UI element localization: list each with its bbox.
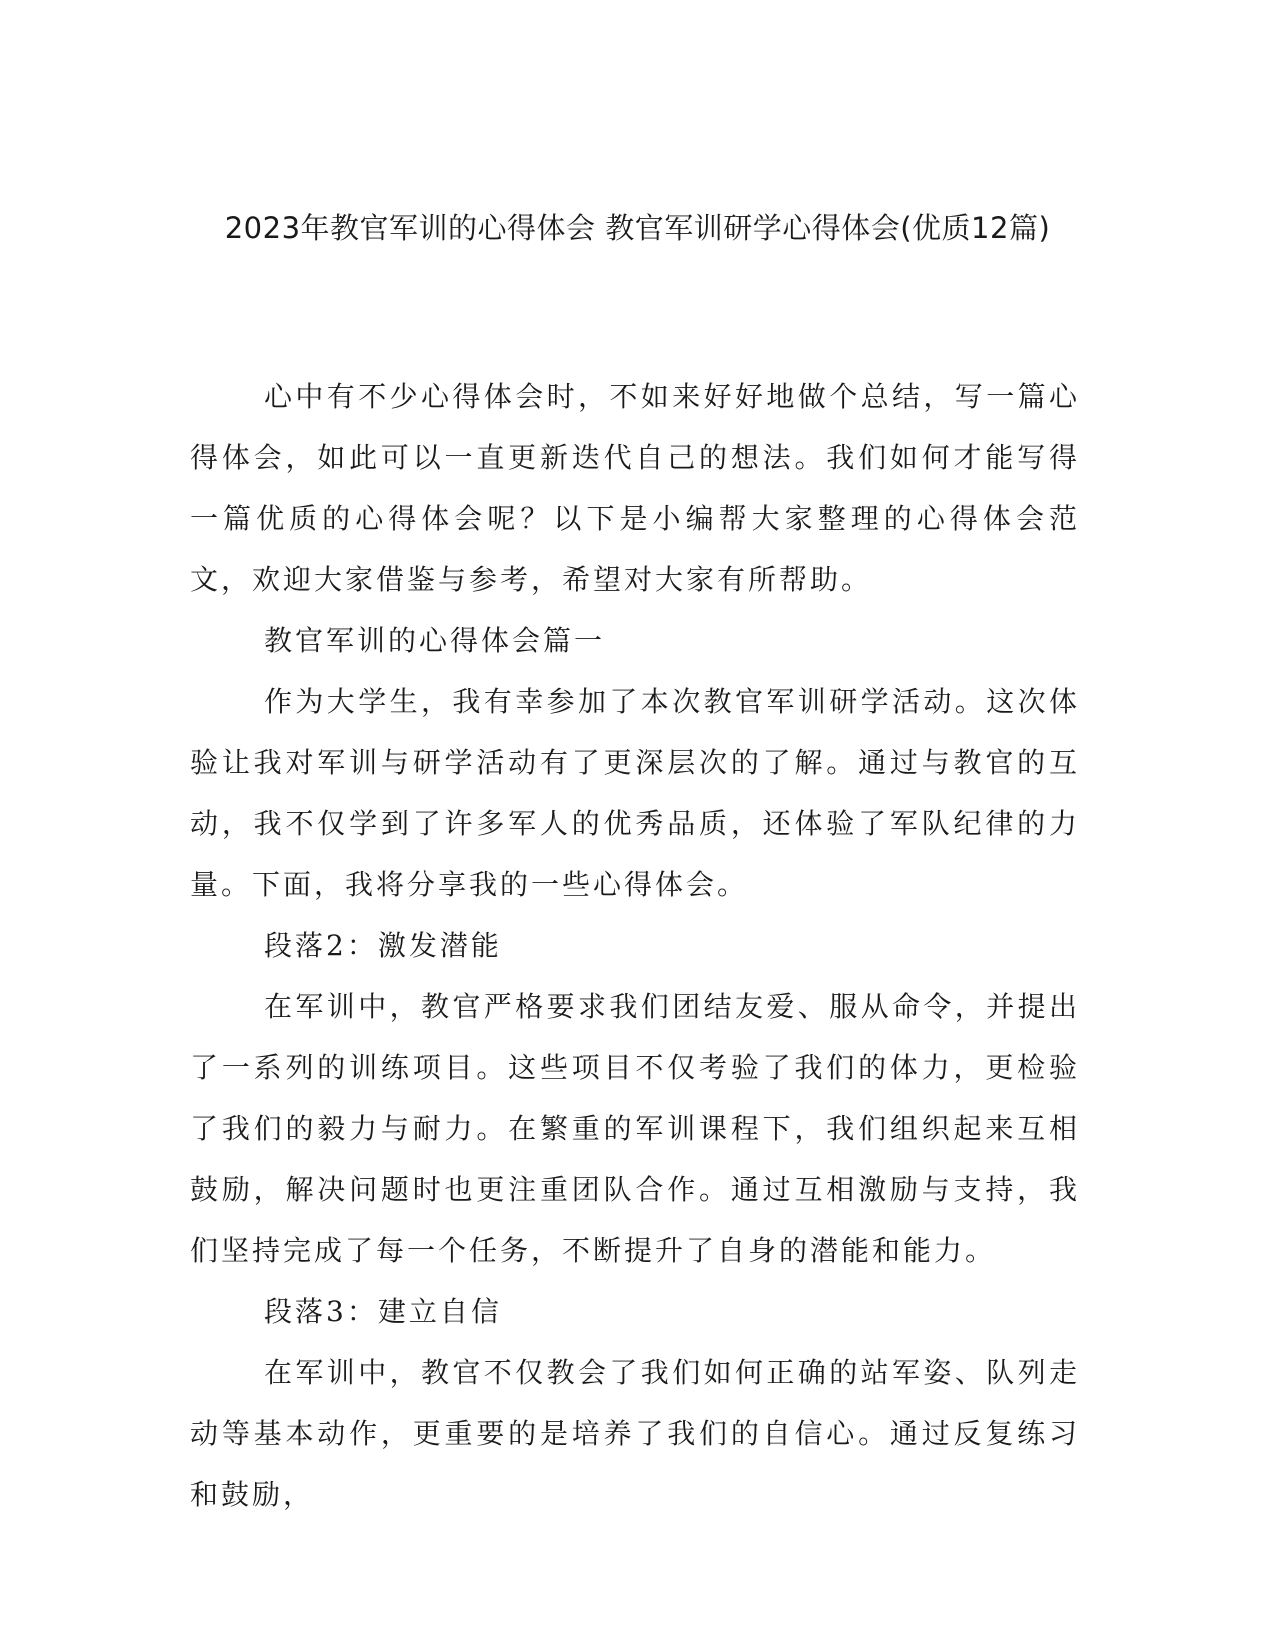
document-title: 2023年教官军训的心得体会 教官军训研学心得体会(优质12篇) (224, 211, 1051, 245)
section-heading-3: 段落3：建立自信 (264, 1295, 502, 1328)
intro-paragraph: 心中有不少心得体会时，不如来好好地做个总结，写一篇心得体会，如此可以一直更新迭代自己的想法。我们如何才能写得一篇优质的心得体会呢？以下是小编帮大家整理的心得体会范文，欢迎大家借鉴与参考，希望对大家有所帮助。 (190, 380, 1080, 596)
body-paragraph-3: 在军训中，教官不仅教会了我们如何正确的站军姿、队列走动等基本动作，更重要的是培养了我们的自信心。通过反复练习和鼓励， (190, 1356, 1080, 1511)
body-paragraph-1: 作为大学生，我有幸参加了本次教官军训研学活动。这次体验让我对军训与研学活动有了更深层次的了解。通过与教官的互动，我不仅学到了许多军人的优秀品质，还体验了军队纪律的力量。下面，我将分享我的一些心得体会。 (190, 685, 1080, 901)
document-body (190, 366, 1080, 1525)
body-paragraph-2: 在军训中，教官严格要求我们团结友爱、服从命令，并提出了一系列的训练项目。这些项目不仅考验了我们的体力，更检验了我们的毅力与耐力。在繁重的军训课程下，我们组织起来互相鼓励，解决问题时也更注重团队合作。通过互相激励与支持，我们坚持完成了每一个任务，不断提升了自身的潜能和能力。 (190, 990, 1080, 1267)
section-heading-1: 教官军训的心得体会篇一 (264, 624, 606, 657)
section-heading-2: 段落2：激发潜能 (264, 929, 502, 962)
